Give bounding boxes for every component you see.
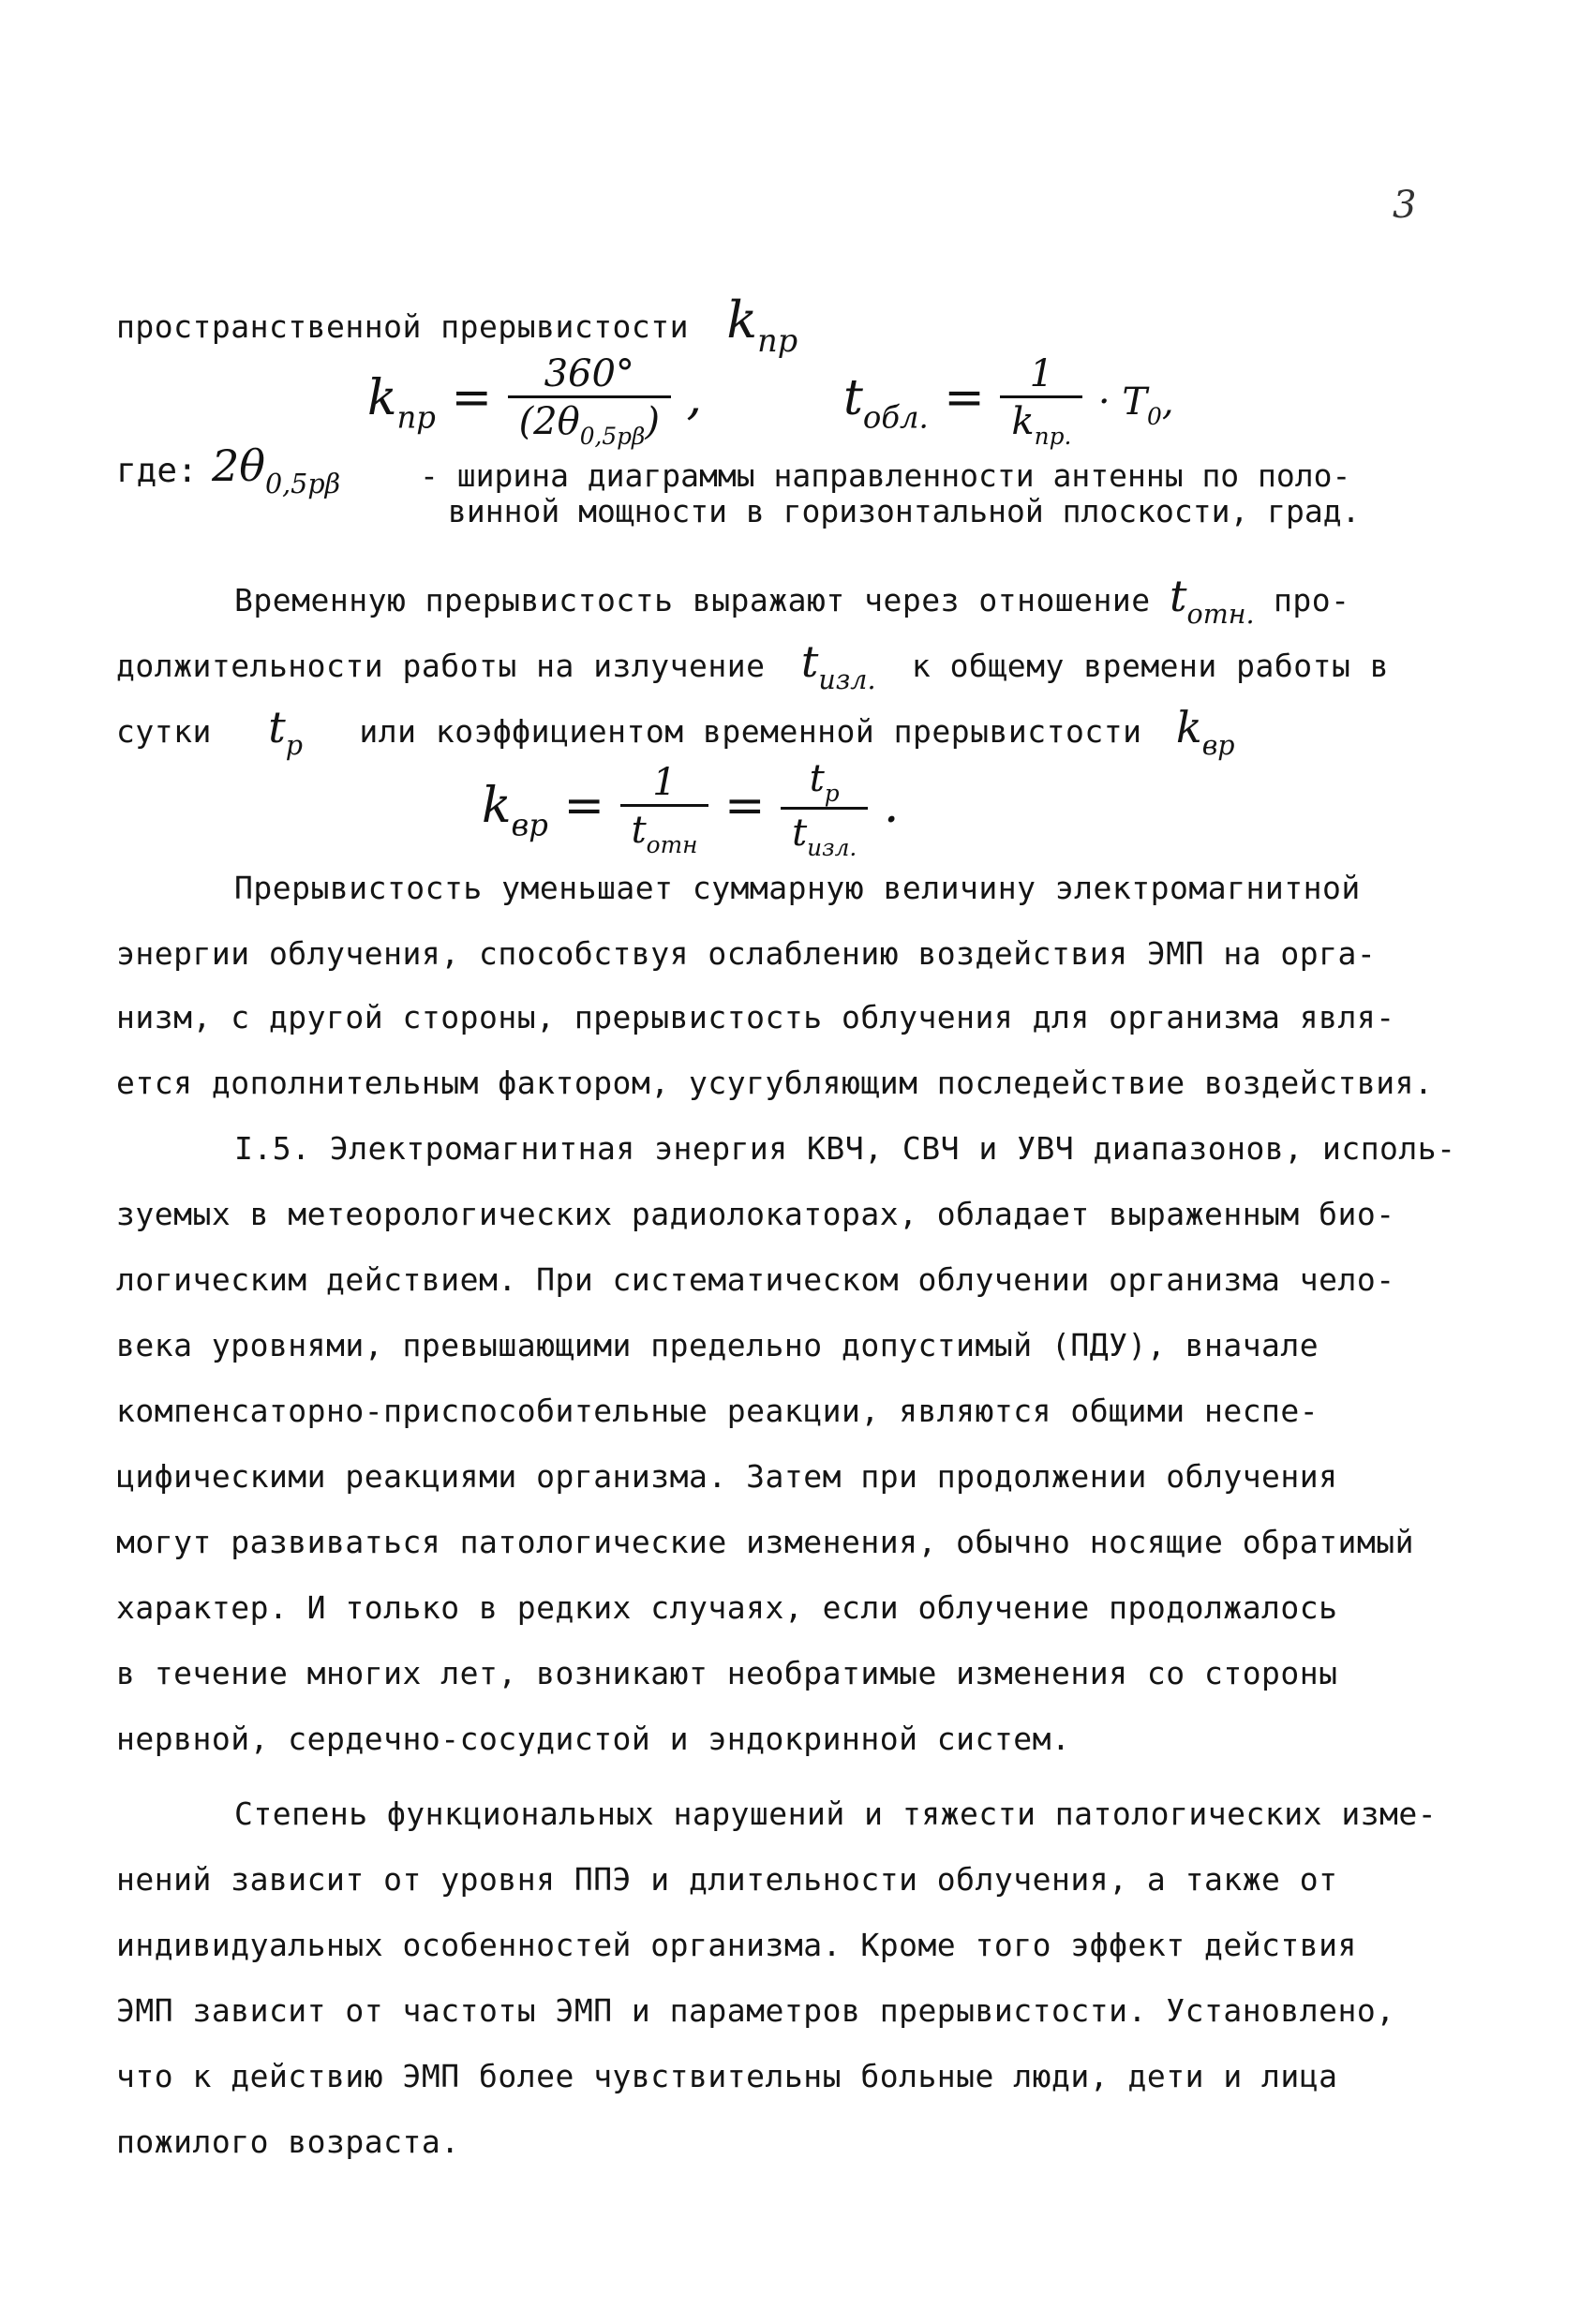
where-label: где: xyxy=(116,452,198,490)
formula-t-obl-tail: · $T_0$, xyxy=(1097,380,1174,430)
formula-t-obl-fraction xyxy=(1000,352,1082,450)
p3-line-2: энергии облучения, способствуя ослаблению воздействия ЭМП на орга- xyxy=(116,935,1377,972)
t-izl-symbol: $t_{изл.}$ xyxy=(800,636,876,695)
p3-line-4: ется дополнительным фактором, усугубляющим последействие воздействия. xyxy=(116,1065,1434,1101)
p4-line-7: могут развиваться патологические изменения, обычно носящие обратимый xyxy=(116,1524,1415,1560)
formula-k-pr-lhs: $k_{пр}$ xyxy=(367,369,436,436)
formula-k-vr-eq2: = xyxy=(723,778,766,835)
page-number: 3 xyxy=(1393,184,1417,227)
p3-line-1: Прерывистость уменьшает суммарную величину электромагнитной xyxy=(234,870,1361,906)
p4-line-2: зуемых в метеорологических радиолокаторах, обладает выраженным био- xyxy=(116,1196,1395,1232)
formula-k-pr-comma: , xyxy=(686,369,703,426)
p4-line-4: века уровнями, превышающими предельно допустимый (ПДУ), вначале xyxy=(116,1327,1319,1363)
p4-line-9: в течение многих лет, возникают необратимые изменения со стороны xyxy=(116,1655,1338,1691)
p5-line-4: ЭМП зависит от частоты ЭМП и параметров прерывистости. Установлено, xyxy=(116,1992,1395,2029)
t-r-symbol: $t_р$ xyxy=(268,702,303,761)
formula-k-vr-end: . xyxy=(883,778,900,835)
p5-line-3: индивидуальных особенностей организма. Кроме того эффект действия xyxy=(116,1927,1357,1963)
formula-k-vr-den-1: $t_{отн}$ xyxy=(631,808,698,858)
formula-k-vr-den-2: $t_{изл.}$ xyxy=(792,812,857,862)
p5-line-1: Степень функциональных нарушений и тяжести патологических изме- xyxy=(234,1795,1438,1832)
formula-t-obl-eq: = xyxy=(944,369,985,426)
formula-k-vr xyxy=(482,757,899,861)
p3-line-3: низм, с другой стороны, прерывистость облучения для организма явля- xyxy=(116,999,1395,1035)
where-symbol: $2\theta_{0,5р\beta}$ xyxy=(212,440,341,499)
where-desc-line-2: винной мощности в горизонтальной плоскости, град. xyxy=(448,493,1361,529)
intro-symbol: $k_{пр}$ xyxy=(726,290,798,360)
formula-k-pr xyxy=(367,352,702,450)
t-otn-symbol: $t_{отн.}$ xyxy=(1170,571,1255,630)
p4-line-6: цифическими реакциями организма. Затем при продолжении облучения xyxy=(116,1458,1338,1495)
p2-line-1: Временную прерывистость выражают через отношение $t_{отн.}$ про- xyxy=(234,571,1350,630)
k-vr-symbol: $k_{вр}$ xyxy=(1175,702,1235,761)
p5-line-5: что к действию ЭМП более чувствительны больные люди, дети и лица xyxy=(116,2058,1338,2094)
p4-line-1: I.5. Электромагнитная энергия КВЧ, СВЧ и УВЧ диапазонов, исполь- xyxy=(234,1130,1456,1167)
formula-k-vr-eq1: = xyxy=(563,778,605,835)
p4-line-3: логическим действием. При систематическом облучении организма чело- xyxy=(116,1261,1395,1298)
formula-t-obl-numerator: 1 xyxy=(1000,352,1082,398)
formula-k-vr-fraction-2 xyxy=(781,757,868,861)
formula-k-pr-denominator: $(2\theta_{0,5р\beta})$ xyxy=(518,400,660,451)
p5-line-6: пожилого возраста. xyxy=(116,2123,460,2160)
p2-line-3: сутки $t_р$ или коэффициентом временной прерывистости $k_{вр}$ xyxy=(116,702,1235,761)
formula-k-vr-num-1: 1 xyxy=(620,761,709,807)
p5-line-2: нений зависит от уровня ППЭ и длительности облучения, а также от xyxy=(116,1861,1338,1898)
where-desc-line-1: - ширина диаграммы направленности антенны по поло- xyxy=(420,457,1351,494)
p4-line-10: нервной, сердечно-сосудистой и эндокринной систем. xyxy=(116,1721,1071,1757)
formula-t-obl-denominator: $k_{пр.}$ xyxy=(1011,400,1072,451)
p2-line-2: должительности работы на излучение $t_{изл.}$ к общему времени работы в xyxy=(116,636,1390,695)
formula-k-pr-numerator: 360° xyxy=(508,352,671,398)
formula-k-vr-num-2: $t_р$ xyxy=(781,757,868,810)
p4-line-5: компенсаторно-приспособительные реакции, являются общими неспе- xyxy=(116,1393,1319,1429)
formula-k-pr-eq: = xyxy=(451,369,493,426)
formula-t-obl xyxy=(843,352,1174,450)
formula-k-vr-lhs: $k_{вр}$ xyxy=(482,778,548,843)
formula-t-obl-lhs: $t_{обл.}$ xyxy=(843,369,929,436)
p4-line-8: характер. И только в редких случаях, если облучение продолжалось xyxy=(116,1589,1338,1626)
formula-k-vr-fraction-1 xyxy=(620,761,709,858)
formula-k-pr-fraction xyxy=(508,352,671,450)
intro-text: пространственной прерывистости xyxy=(116,308,690,345)
